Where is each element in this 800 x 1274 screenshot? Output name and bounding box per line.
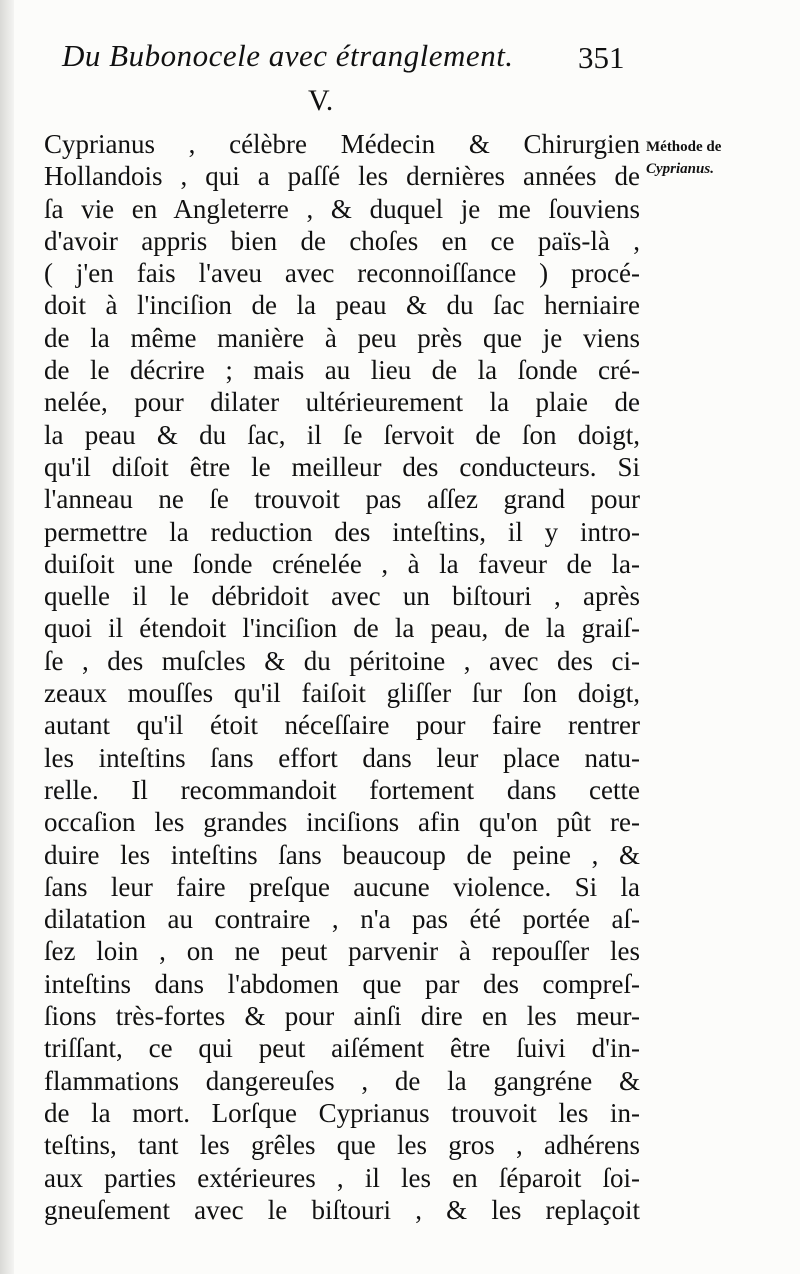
text-line: teſtins, tant les grêles que les gros , adhérens [44,1130,640,1161]
text-line: occaſion les grandes inciſions afin qu'on pût re- [44,807,640,838]
text-line: duire les inteſtins ſans beaucoup de peine , & [44,839,640,870]
text-line: nelée, pour dilater ultérieurement la plaie de [44,387,640,418]
text-line: inteſtins dans l'abdomen que par des compreſ- [44,968,640,999]
page-edge-shadow [0,0,14,1274]
margin-note-line-2: Cyprianus. [646,161,714,177]
text-line: quoi il étendoit l'inciſion de la peau, de la graiſ- [44,613,640,644]
text-line: de la mort. Lorſque Cyprianus trouvoit les in- [44,1097,640,1128]
text-line: doit à l'inciſion de la peau & du ſac herniaire [44,290,640,321]
text-line: zeaux mouſſes qu'il faiſoit gliſſer ſur ſon doigt, [44,678,640,709]
text-line: Cyprianus , célèbre Médecin & Chirurgien [44,129,640,159]
text-line: autant qu'il étoit néceſſaire pour faire rentrer [44,710,640,741]
text-line: gneuſement avec le biſtouri , & les replaçoit [44,1194,640,1225]
text-line: ſa vie en Angleterre , & duquel je me ſouviens [44,193,640,224]
running-head-title: Du Bubonocele avec étranglement. [62,38,514,73]
text-line: ſions très-fortes & pour ainſi dire en les meur- [44,1001,640,1032]
text-line: ſans leur faire preſque aucune violence. Si la [44,871,640,902]
text-line: permettre la reduction des inteſtins, il y intro- [44,516,640,547]
text-line: flammations dangereuſes , de la gangréne & [44,1065,640,1096]
margin-note [646,136,796,180]
text-line: l'anneau ne ſe trouvoit pas aſſez grand pour [44,484,640,515]
page-number: 351 [578,40,625,75]
text-line: triſſant, ce qui peut aiſément être ſuivi d'in- [44,1033,640,1064]
text-line: de le décrire ; mais au lieu de la ſonde cré- [44,355,640,386]
text-line: dilatation au contraire , n'a pas été portée aſ- [44,904,640,935]
text-line: d'avoir appris bien de choſes en ce païs-là , [44,225,640,256]
text-line: les inteſtins ſans effort dans leur place natu- [44,742,640,773]
text-line: relle. Il recommandoit fortement dans cette [44,774,640,805]
text-line: la peau & du ſac, il ſe ſervoit de ſon doigt, [44,419,640,450]
text-line: duiſoit une ſonde crénelée , à la faveur de la- [44,548,640,579]
text-line: de la même manière à peu près que je viens [44,322,640,353]
text-line: ( j'en fais l'aveu avec reconnoiſſance ) procé- [44,258,640,289]
text-line: quelle il le débridoit avec un biſtouri , après [44,581,640,612]
section-number: V. [308,84,334,117]
text-line: ſez loin , on ne peut parvenir à repouſſer les [44,936,640,967]
margin-note-line-1: Méthode de [646,139,722,155]
text-line: aux parties extérieures , il les en ſéparoit ſoi- [44,1162,640,1193]
text-line: ſe , des muſcles & du péritoine , avec des ci- [44,645,640,676]
body-text [44,128,640,1226]
text-line: qu'il diſoit être le meilleur des conducteurs. Si [44,451,640,482]
text-line: Hollandois , qui a paſſé les dernières années de [44,161,640,192]
